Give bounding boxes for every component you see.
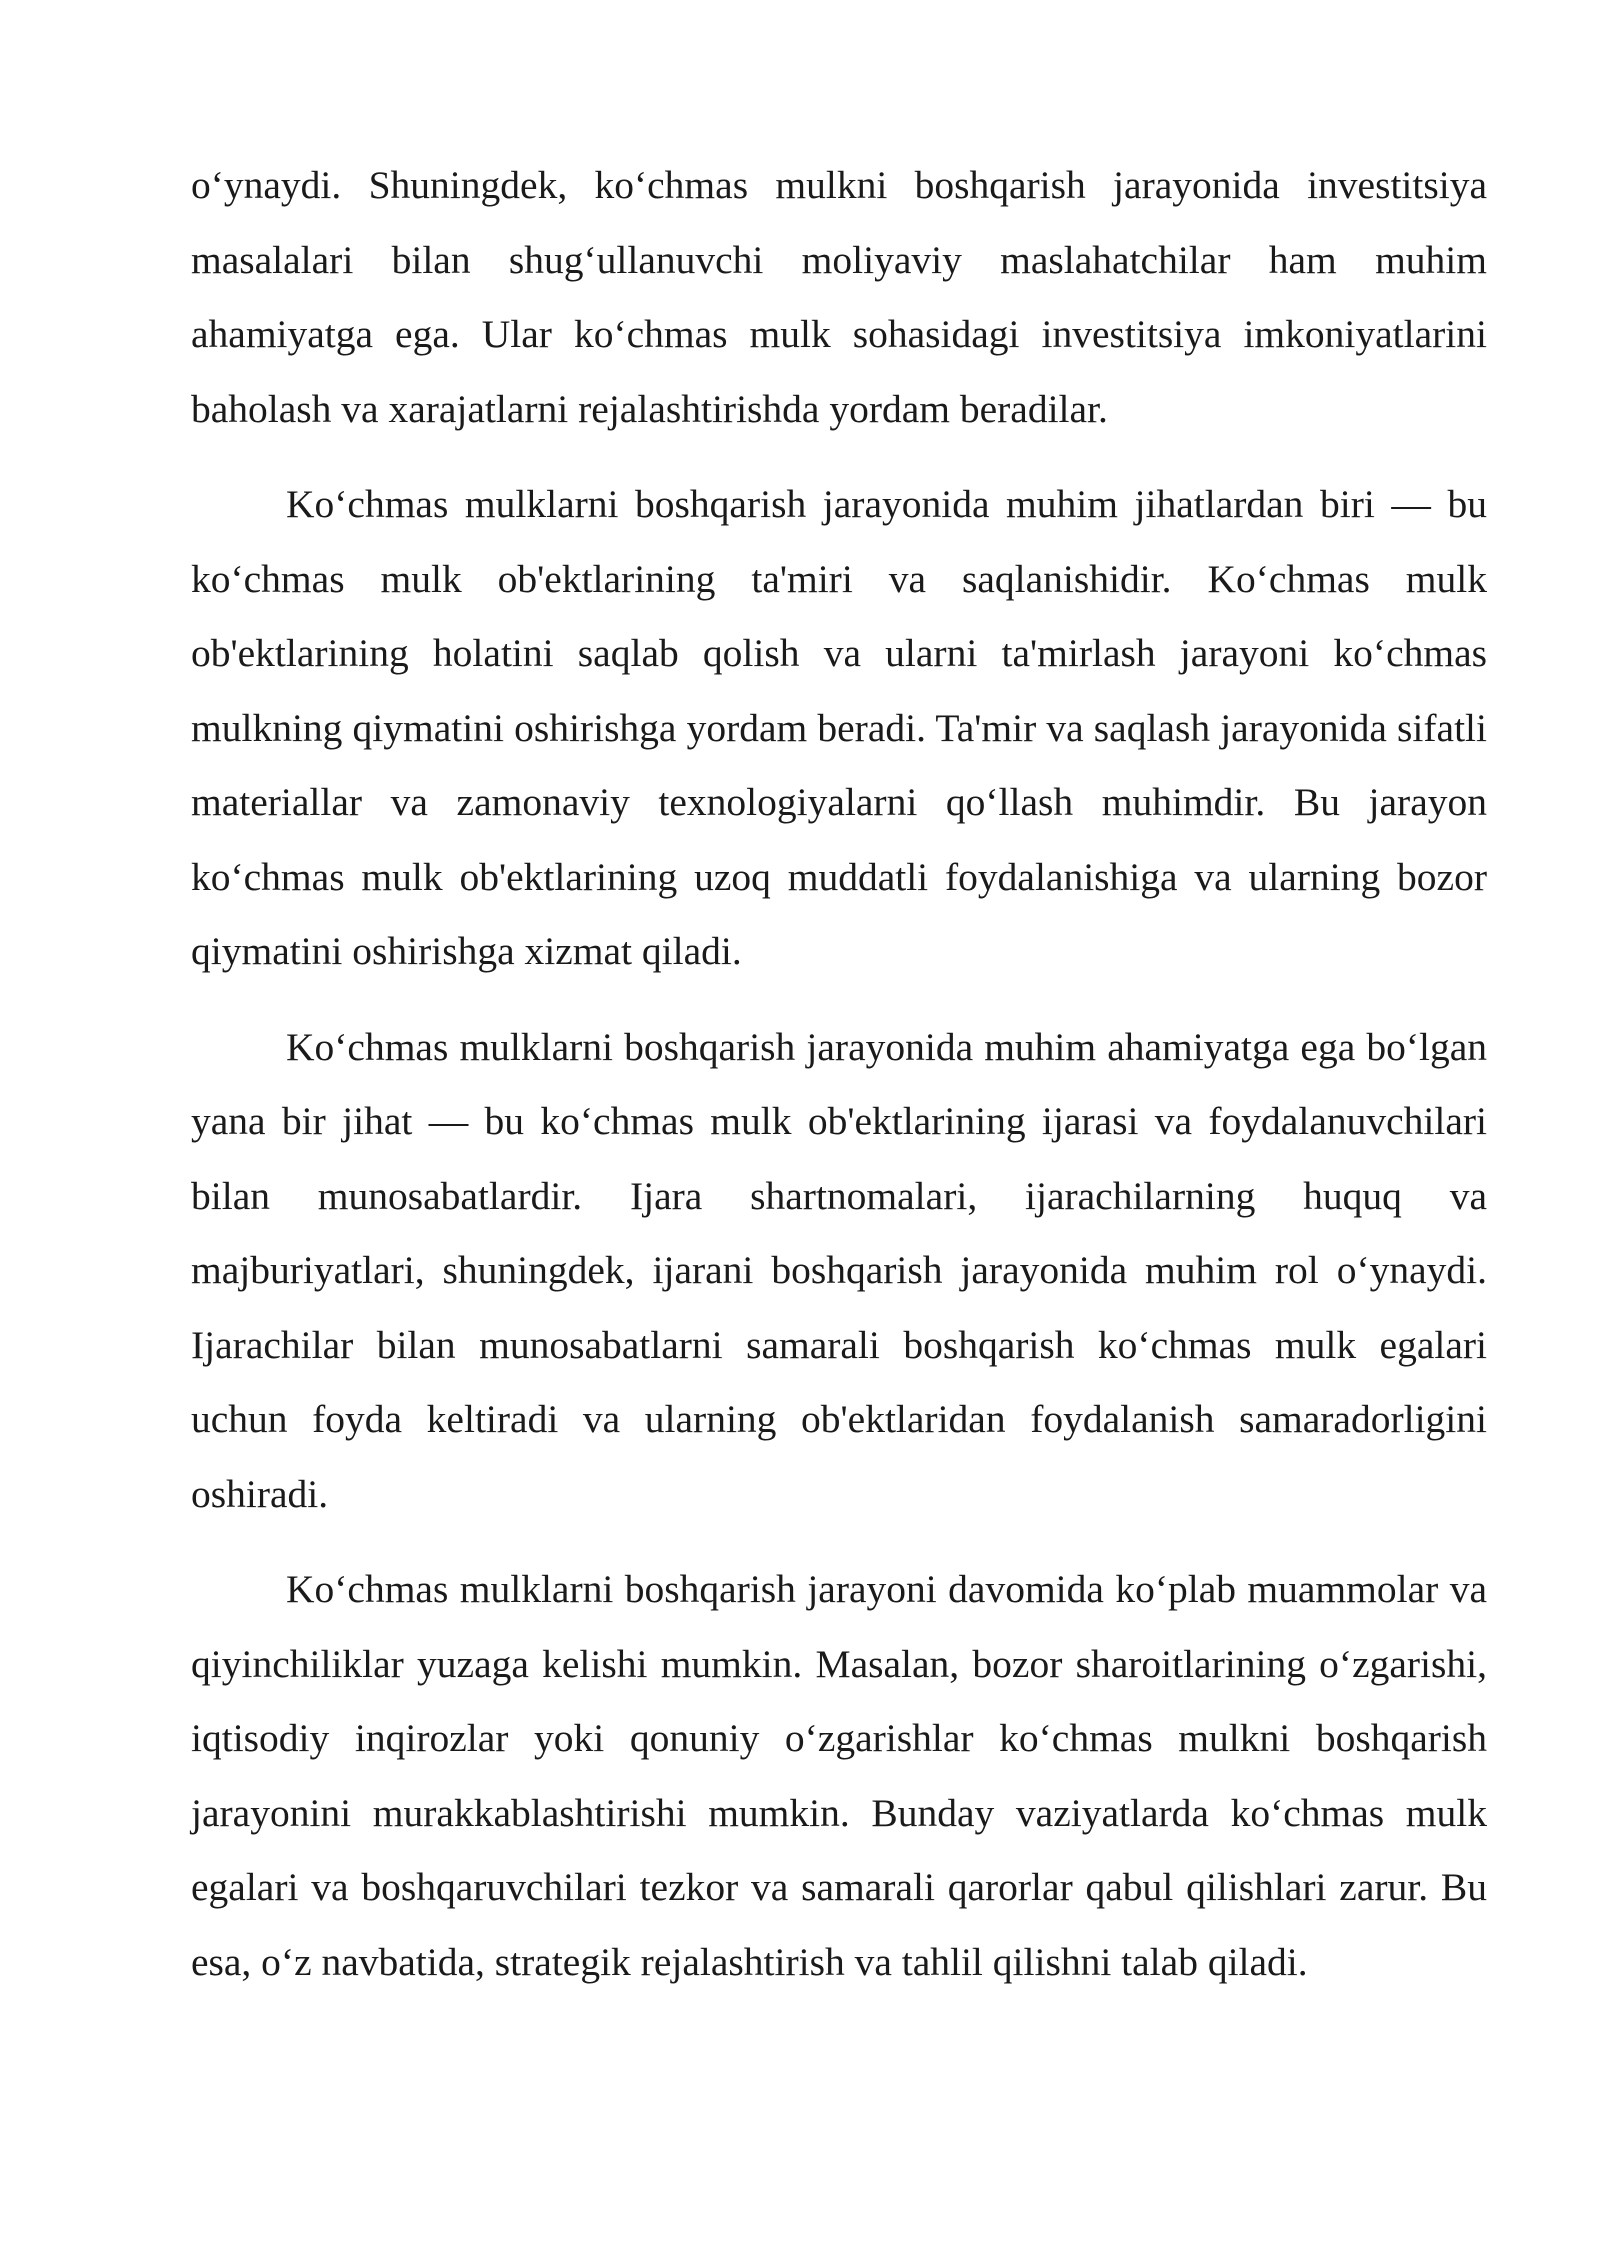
paragraph-4: Ko‘chmas mulklarni boshqarish jarayoni davomida ko‘plab muammolar va qiyinchiliklar yuzaga kelishi mumkin. Masalan, bozor sharoitlarining o‘zgarishi, iqtisodiy inqirozlar yoki qonuniy o‘zgarishlar ko‘chmas mulkni boshqarish jarayonini murakkablashtirishi mumkin. Bunday vaziyatlarda ko‘chmas mulk egalari va boshqaruvchilari tezkor va samarali qarorlar qabul qilishlari zarur. Bu esa, o‘z navbatida, strategik rejalashtirish va tahlil qilishni talab qiladi. <box>191 1567 1487 1984</box>
paragraph-3: Ko‘chmas mulklarni boshqarish jarayonida muhim ahamiyatga ega bo‘lgan yana bir jihat — bu ko‘chmas mulk ob'ektlarining ijarasi va foydalanuvchilari bilan munosabatlardir. Ijara shartnomalari, ijarachilarning huquq va majburiyatlari, shuningdek, ijarani boshqarish jarayonida muhim rol o‘ynaydi. Ijarachilar bilan munosabatlarni samarali boshqarish ko‘chmas mulk egalari uchun foyda keltiradi va ularning ob'ektlaridan foydalanish samaradorligini oshiradi. <box>191 1024 1487 1516</box>
body-text <box>191 148 1487 2020</box>
paragraph-2: Ko‘chmas mulklarni boshqarish jarayonida muhim jihatlardan biri — bu ko‘chmas mulk ob'ektlarining ta'miri va saqlanishidir. Ko‘chmas mulk ob'ektlarining holatini saqlab qolish va ularni ta'mirlash jarayoni ko‘chmas mulkning qiymatini oshirishga yordam beradi. Ta'mir va saqlash jarayonida sifatli materiallar va zamonaviy texnologiyalarni qo‘llash muhimdir. Bu jarayon ko‘chmas mulk ob'ektlarining uzoq muddatli foydalanishiga va ularning bozor qiymatini oshirishga xizmat qiladi. <box>191 482 1487 973</box>
paragraph-1: o‘ynaydi. Shuningdek, ko‘chmas mulkni boshqarish jarayonida investitsiya masalalari bilan shug‘ullanuvchi moliyaviy maslahatchilar ham muhim ahamiyatga ega. Ular ko‘chmas mulk sohasidagi investitsiya imkoniyatlarini baholash va xarajatlarni rejalashtirishda yordam beradilar. <box>191 163 1487 431</box>
